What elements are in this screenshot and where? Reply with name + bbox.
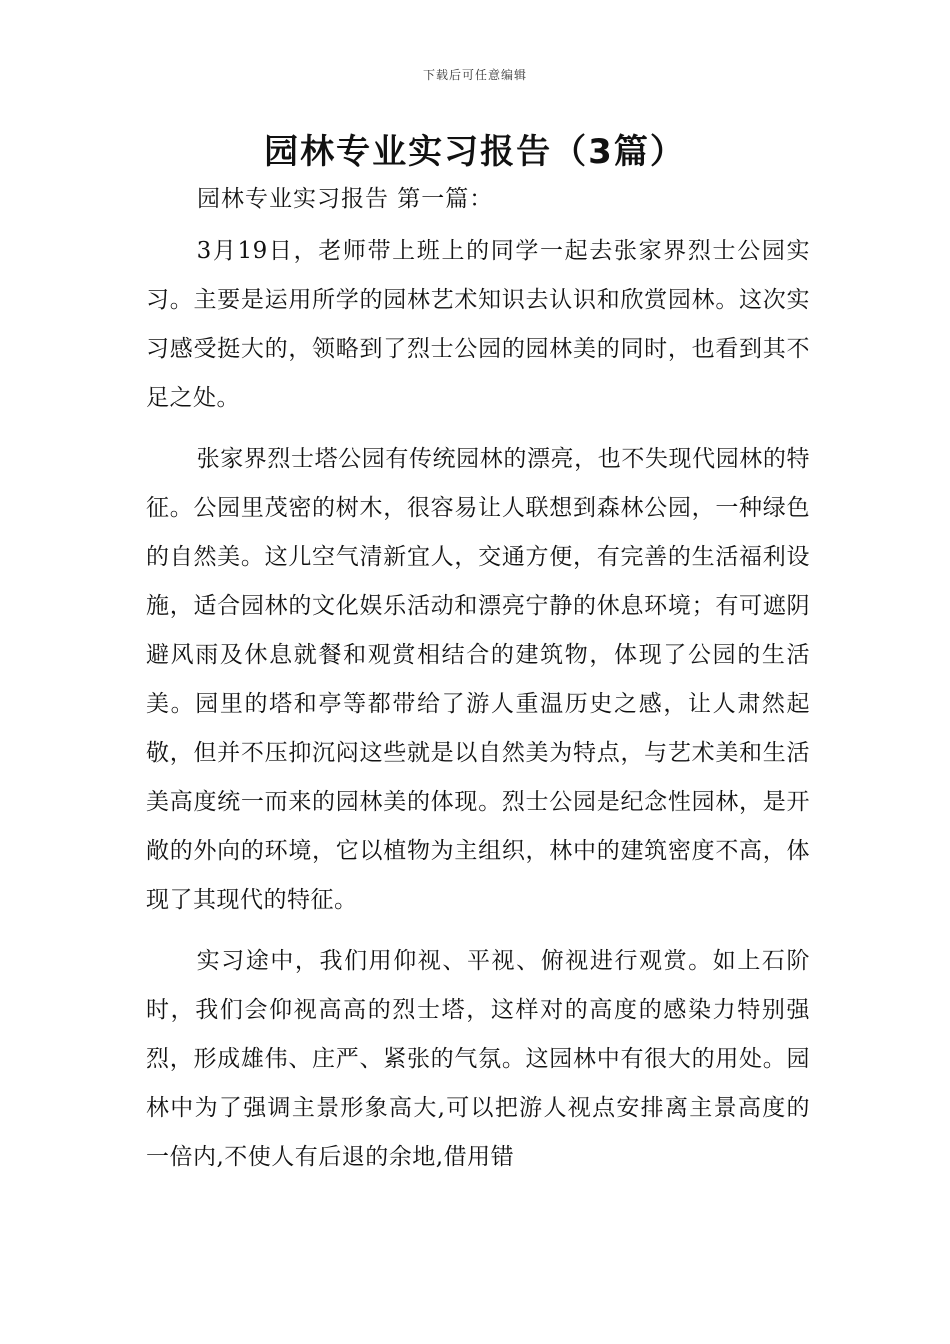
paragraph-3: 实习途中，我们用仰视、平视、俯视进行观赏。如上石阶时，我们会仰视高高的烈士塔，这样对的高度的感染力特别强烈，形成雄伟、庄严、紧张的气氛。这园林中有很大的用处。园林中为了强调主景形象高大,可以把游人视点安排离主景高度的一倍内,不使人有后退的余地,借用错 <box>146 948 810 1170</box>
paragraph-1: 3月19日，老师带上班上的同学一起去张家界烈士公园实习。主要是运用所学的园林艺术知识去认识和欣赏园林。这次实习感受挺大的，领略到了烈士公园的园林美的同时，也看到其不足之处。 <box>146 238 810 411</box>
paragraph-2: 张家界烈士塔公园有传统园林的漂亮，也不失现代园林的特征。公园里茂密的树木，很容易让人联想到森林公园，一种绿色的自然美。这儿空气清新宜人，交通方便，有完善的生活福利设施，适合园林的文化娱乐活动和漂亮宁静的休息环境；有可遮阴避风雨及休息就餐和观赏相结合的建筑物，体现了公园的生活美。园里的塔和亭等都带给了游人重温历史之感，让人肃然起敬，但并不压抑沉闷这些就是以自然美为特点，与艺术美和生活美高度统一而来的园林美的体现。烈士公园是纪念性园林，是开敞的外向的环境，它以植物为主组织，林中的建筑密度不高，体现了其现代的特征。 <box>146 446 810 913</box>
document-title: 园林专业实习报告（3篇） <box>264 132 686 172</box>
header-note: 下载后可任意编辑 <box>422 68 527 82</box>
section-subtitle: 园林专业实习报告 第一篇： <box>197 186 494 212</box>
body-text <box>146 227 810 1194</box>
